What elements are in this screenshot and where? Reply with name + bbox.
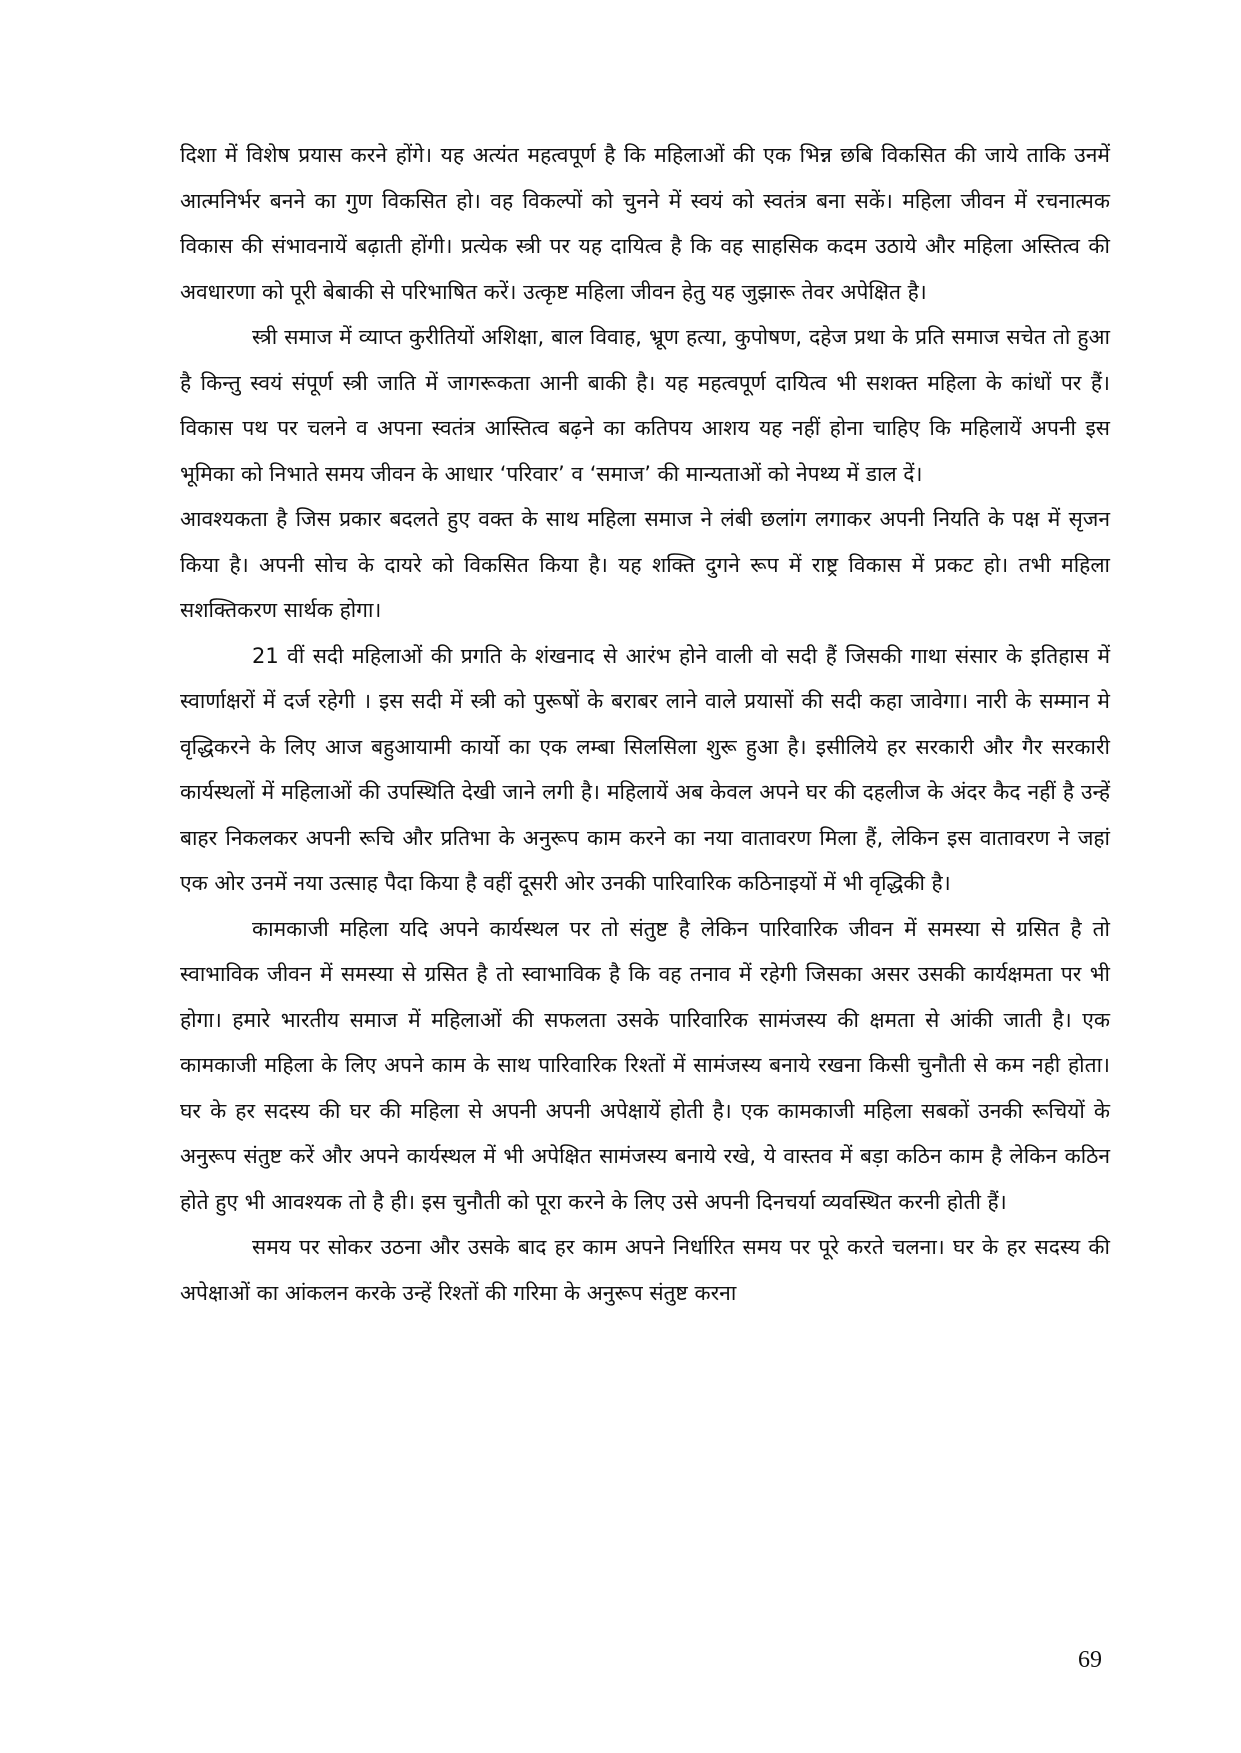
paragraph-6: समय पर सोकर उठना और उसके बाद हर काम अपने निर्धारित समय पर पूरे करते चलना। घर के हर सदस्य की अपेक्षाओं का आंकलन करके उन्हें रिश्तों की गरिमा के अनुरूप संतुष्ट करना	[180, 1235, 1110, 1305]
page-number: 69	[1078, 1647, 1102, 1673]
body-text	[180, 133, 1110, 1316]
paragraph-3: आवश्यकता है जिस प्रकार बदलते हुए वक्त के साथ महिला समाज ने लंबी छलांग लगाकर अपनी नियति के पक्ष में सृजन किया है। अपनी सोच के दायरे को विकसित किया है। यह शक्ति दुगने रूप में राष्ट्र विकास में प्रकट हो। तभी महिला सशक्तिकरण सार्थक होगा।	[180, 507, 1110, 622]
paragraph-2: स्त्री समाज में व्याप्त कुरीतियों अशिक्षा, बाल विवाह, भ्रूण हत्या, कुपोषण, दहेज प्रथा के प्रति समाज सचेत तो हुआ है किन्तु स्वयं संपूर्ण स्त्री जाति में जागरूकता आनी बाकी है। यह महत्वपूर्ण दायित्व भी सशक्त महिला के कांधों पर हैं। विकास पथ पर चलने व अपना स्वतंत्र आस्तित्व बढ़ने का कतिपय आशय यह नहीं होना चाहिए कि महिलायें अपनी इस भूमिका को निभाते समय जीवन के आधार ‘परिवार’ व ‘समाज’ की मान्यताओं को नेपथ्य में डाल दें।	[180, 325, 1110, 486]
paragraph-1: दिशा में विशेष प्रयास करने होंगे। यह अत्यंत महत्वपूर्ण है कि महिलाओं की एक भिन्न छबि विकसित की जाये ताकि उनमें आत्मनिर्भर बनने का गुण विकसित हो। वह विकल्पों को चुनने में स्वयं को स्वतंत्र बना सकें। महिला जीवन में रचनात्मक विकास की संभावनायें बढ़ाती होंगी। प्रत्येक स्त्री पर यह दायित्व है कि वह साहसिक कदम उठाये और महिला अस्तित्व की अवधारणा को पूरी बेबाकी से परिभाषित करें। उत्कृष्ट महिला जीवन हेतु यह जुझारू तेवर अपेक्षित है।	[180, 143, 1110, 304]
paragraph-4: 21 वीं सदी महिलाओं की प्रगति के शंखनाद से आरंभ होने वाली वो सदी हैं जिसकी गाथा संसार के इतिहास में स्वार्णाक्षरों में दर्ज रहेगी । इस सदी में स्त्री को पुरूषों के बराबर लाने वाले प्रयासों की सदी कहा जावेगा। नारी के सम्मान मे वृद्धिकरने के लिए आज बहुआयामी कार्यो का एक लम्बा सिलसिला शुरू हुआ है। इसीलिये हर सरकारी और गैर सरकारी कार्यस्थलों में महिलाओं की उपस्थिति देखी जाने लगी है। महिलायें अब केवल अपने घर की दहलीज के अंदर कैद नहीं है उन्हें बाहर निकलकर अपनी रूचि और प्रतिभा के अनुरूप काम करने का नया वातावरण मिला हैं, लेकिन इस वातावरण ने जहां एक ओर उनमें नया उत्साह पैदा किया है वहीं दूसरी ओर उनकी पारिवारिक कठिनाइयों में भी वृद्धिकी है।	[180, 643, 1110, 895]
paragraph-5: कामकाजी महिला यदि अपने कार्यस्थल पर तो संतुष्ट है लेकिन पारिवारिक जीवन में समस्या से ग्रसित है तो स्वाभाविक जीवन में समस्या से ग्रसित है तो स्वाभाविक है कि वह तनाव में रहेगी जिसका असर उसकी कार्यक्षमता पर भी होगा। हमारे भारतीय समाज में महिलाओं की सफलता उसके पारिवारिक सामंजस्य की क्षमता से आंकी जाती है। एक कामकाजी महिला के लिए अपने काम के साथ पारिवारिक रिश्तों में सामंजस्य बनाये रखना किसी चुनौती से कम नही होता। घर के हर सदस्य की घर की महिला से अपनी अपनी अपेक्षायें होती है। एक कामकाजी महिला सबकों उनकी रूचियों के अनुरूप संतुष्ट करें और अपने कार्यस्थल में भी अपेक्षित सामंजस्य बनाये रखे, ये वास्तव में बड़ा कठिन काम है लेकिन कठिन होते हुए भी आवश्यक तो है ही। इस चुनौती को पूरा करने के लिए उसे अपनी दिनचर्या व्यवस्थित करनी होती हैं।	[180, 916, 1110, 1214]
